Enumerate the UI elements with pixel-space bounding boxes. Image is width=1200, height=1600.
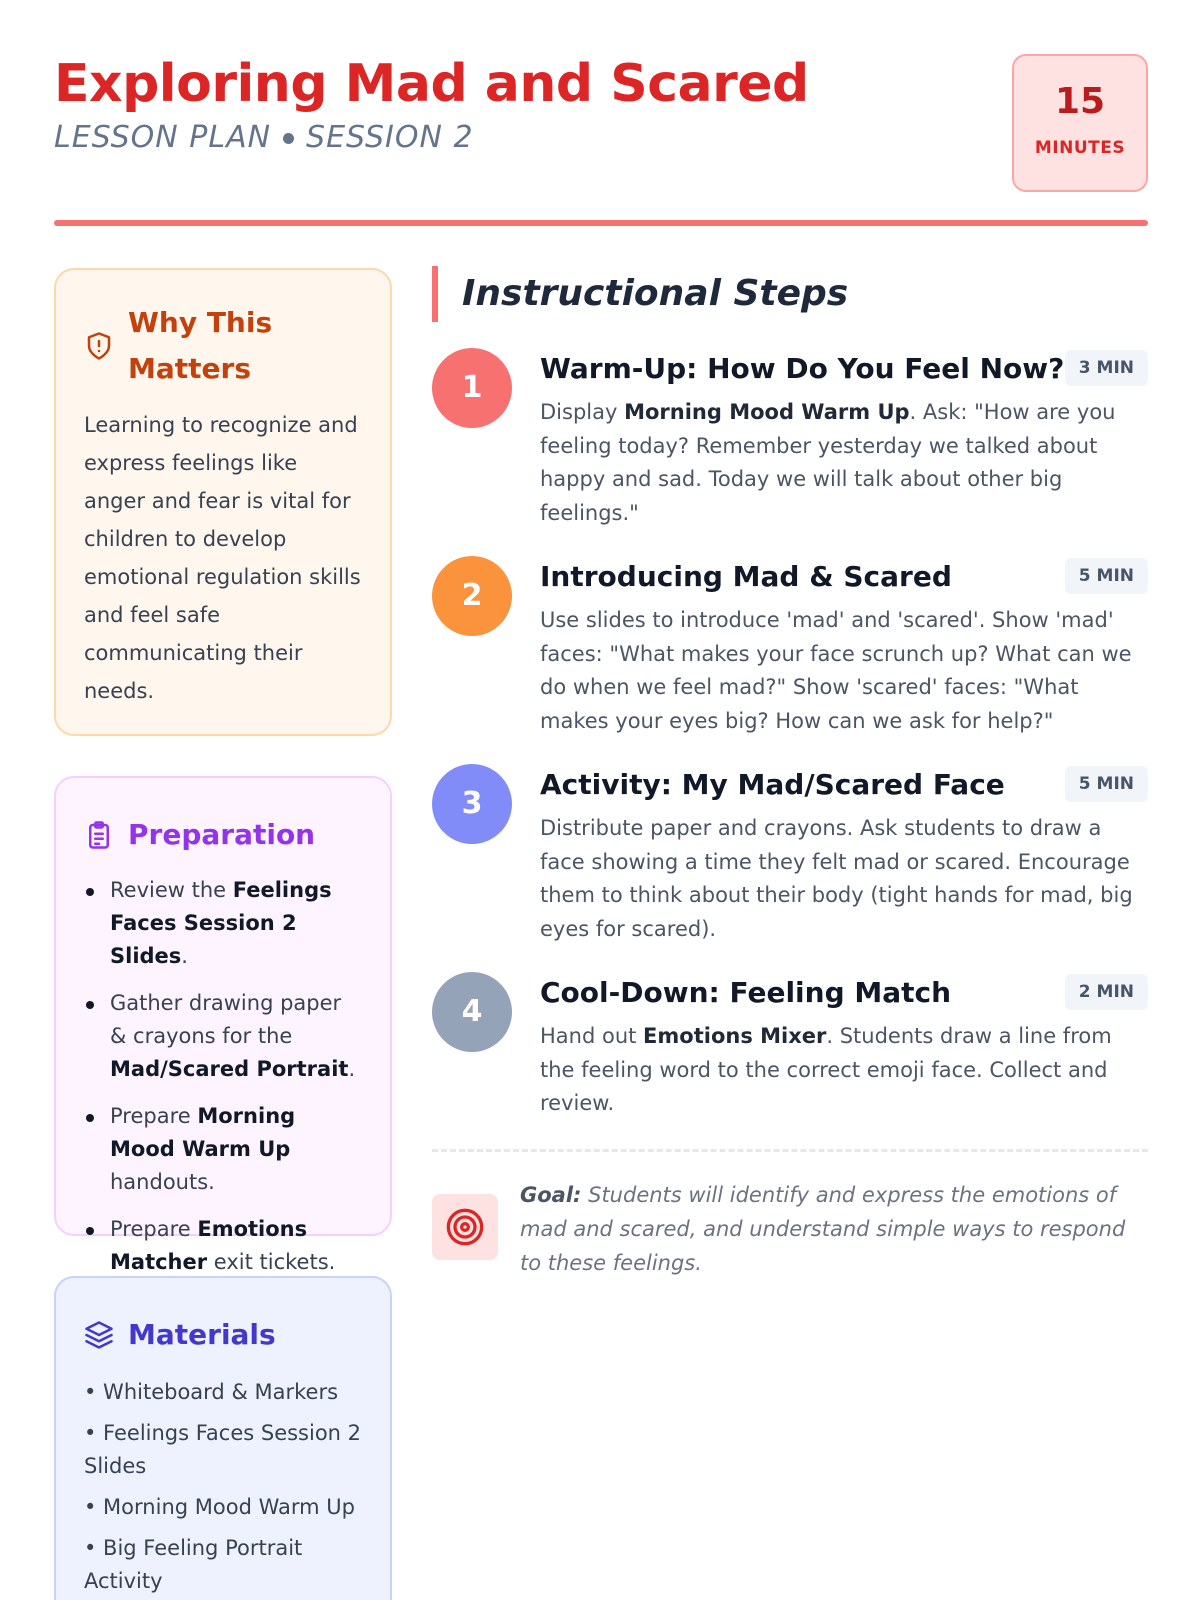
duration-value: 15 (1054, 81, 1106, 122)
step-number: 3 (432, 764, 512, 844)
prep-list (84, 874, 362, 1279)
step-duration-badge: 5 MIN (1065, 558, 1148, 594)
layers-icon (84, 1320, 114, 1350)
goal-text: Goal: Students will identify and express the emotions of mad and scared, and understand simple ways to respond to these feelings. (520, 1182, 1126, 1275)
list-item: Prepare Emotions Matcher exit tickets. (84, 1213, 362, 1279)
step-number: 4 (432, 972, 512, 1052)
sidebar (54, 268, 392, 1600)
step-duration-badge: 3 MIN (1065, 350, 1148, 386)
dashed-divider (432, 1149, 1148, 1152)
steps-title: Instructional Steps (432, 266, 1148, 322)
why-card-text: Learning to recognize and express feelings like anger and fear is vital for children to develop emotional regulation skills and feel safe communicating their needs. (84, 413, 361, 703)
step-description: Hand out Emotions Mixer. Students draw a line from the feeling word to the correct emoji face. Collect and review. (540, 1024, 1112, 1115)
list-item: • Big Feeling Portrait Activity (84, 1536, 303, 1593)
why-this-matters-card (54, 268, 392, 736)
list-item: • Whiteboard & Markers (84, 1380, 339, 1404)
subtitle-lesson-plan: LESSON PLAN (54, 120, 272, 155)
list-item: Review the Feelings Faces Session 2 Slides. (84, 874, 362, 973)
step-description: Distribute paper and crayons. Ask students to draw a face showing a time they felt mad or scared. Encourage them to think about their body (tight hands for mad, big eyes for scared). (540, 816, 1133, 941)
duration-badge (1012, 54, 1148, 192)
step-item (432, 764, 1148, 946)
prep-card-header (84, 812, 362, 858)
bullet-dot-icon (283, 133, 294, 144)
header-divider (54, 220, 1148, 226)
step-title: Introducing Mad & Scared (540, 559, 952, 593)
goal-icon-box (432, 1194, 498, 1260)
page-subtitle (54, 120, 1148, 155)
step-description: Display Morning Mood Warm Up. Ask: "How are you feeling today? Remember yesterday we talked about happy and sad. Today we will talk about other big feelings." (540, 400, 1116, 525)
list-item: • Morning Mood Warm Up (84, 1495, 355, 1519)
target-icon (445, 1207, 485, 1247)
why-card-title: Why This Matters (128, 306, 273, 385)
clipboard-icon (84, 820, 114, 850)
materials-card-header (84, 1312, 362, 1358)
materials-list (84, 1376, 362, 1598)
step-title: Warm-Up: How Do You Feel Now? (540, 351, 1065, 385)
materials-card-title: Materials (128, 1318, 276, 1351)
prep-card-title: Preparation (128, 818, 316, 851)
subtitle-session: SESSION 2 (306, 120, 474, 155)
list-item: Gather drawing paper & crayons for the Mad/Scared Portrait. (84, 987, 362, 1086)
step-title: Cool-Down: Feeling Match (540, 975, 952, 1009)
instructional-steps (432, 266, 1148, 1280)
goal-label: Goal: (520, 1182, 582, 1207)
why-card-header (84, 300, 362, 392)
lesson-header (54, 52, 1148, 224)
step-item (432, 348, 1148, 530)
step-number: 1 (432, 348, 512, 428)
materials-card (54, 1276, 392, 1600)
goal-section (432, 1178, 1148, 1280)
shield-icon (84, 331, 114, 361)
list-item: • Feelings Faces Session 2 Slides (84, 1421, 362, 1478)
step-description: Use slides to introduce 'mad' and 'scared'. Show 'mad' faces: "What makes your face scrunch up? What can we do when we feel mad?" Show 'scared' faces: "What makes your eyes big? How can we ask for help?" (540, 608, 1132, 733)
step-item (432, 972, 1148, 1121)
page-title: Exploring Mad and Scared (54, 54, 809, 114)
step-duration-badge: 5 MIN (1065, 766, 1148, 802)
preparation-card (54, 776, 392, 1274)
list-item: Prepare Morning Mood Warm Up handouts. (84, 1100, 362, 1199)
step-number: 2 (432, 556, 512, 636)
step-item (432, 556, 1148, 738)
step-duration-badge: 2 MIN (1065, 974, 1148, 1010)
duration-unit: MINUTES (1034, 138, 1126, 158)
step-title: Activity: My Mad/Scared Face (540, 767, 1005, 801)
